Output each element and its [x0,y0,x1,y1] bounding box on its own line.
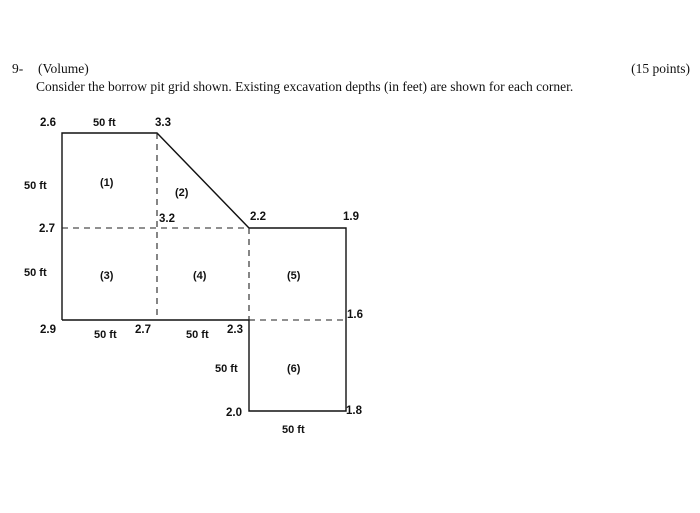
dimension-label: 50 ft [94,329,117,341]
depth-label: 2.6 [40,117,56,129]
cell-label: (6) [287,363,301,375]
dimension-label: 50 ft [93,117,116,129]
depth-label: 2.3 [227,324,243,336]
dimension-label: 50 ft [24,180,47,192]
problem-points: (15 points) [631,61,690,76]
depth-label: 2.7 [39,223,55,235]
dimension-label: 50 ft [282,424,305,436]
depth-label: 1.6 [347,309,363,321]
problem-topic: (Volume) [38,61,89,76]
dimension-label: 50 ft [24,267,47,279]
problem-statement: Consider the borrow pit grid shown. Existing excavation depths (in feet) are shown for each corner. [36,79,574,94]
dimension-label: 50 ft [215,363,238,375]
depth-label: 2.7 [135,324,151,336]
depth-label: 2.0 [226,407,242,419]
depth-label: 2.2 [250,211,266,223]
depth-label: 1.9 [343,211,359,223]
cell-label: (1) [100,177,114,189]
cell-label: (5) [287,270,301,282]
cell-label: (3) [100,270,114,282]
depth-label: 1.8 [346,405,362,417]
depth-label: 3.2 [159,213,175,225]
depth-label: 3.3 [155,117,171,129]
cell-label: (4) [193,270,207,282]
problem-number: 9- [12,61,24,76]
dimension-label: 50 ft [186,329,209,341]
depth-label: 2.9 [40,324,56,336]
cell-label: (2) [175,187,189,199]
